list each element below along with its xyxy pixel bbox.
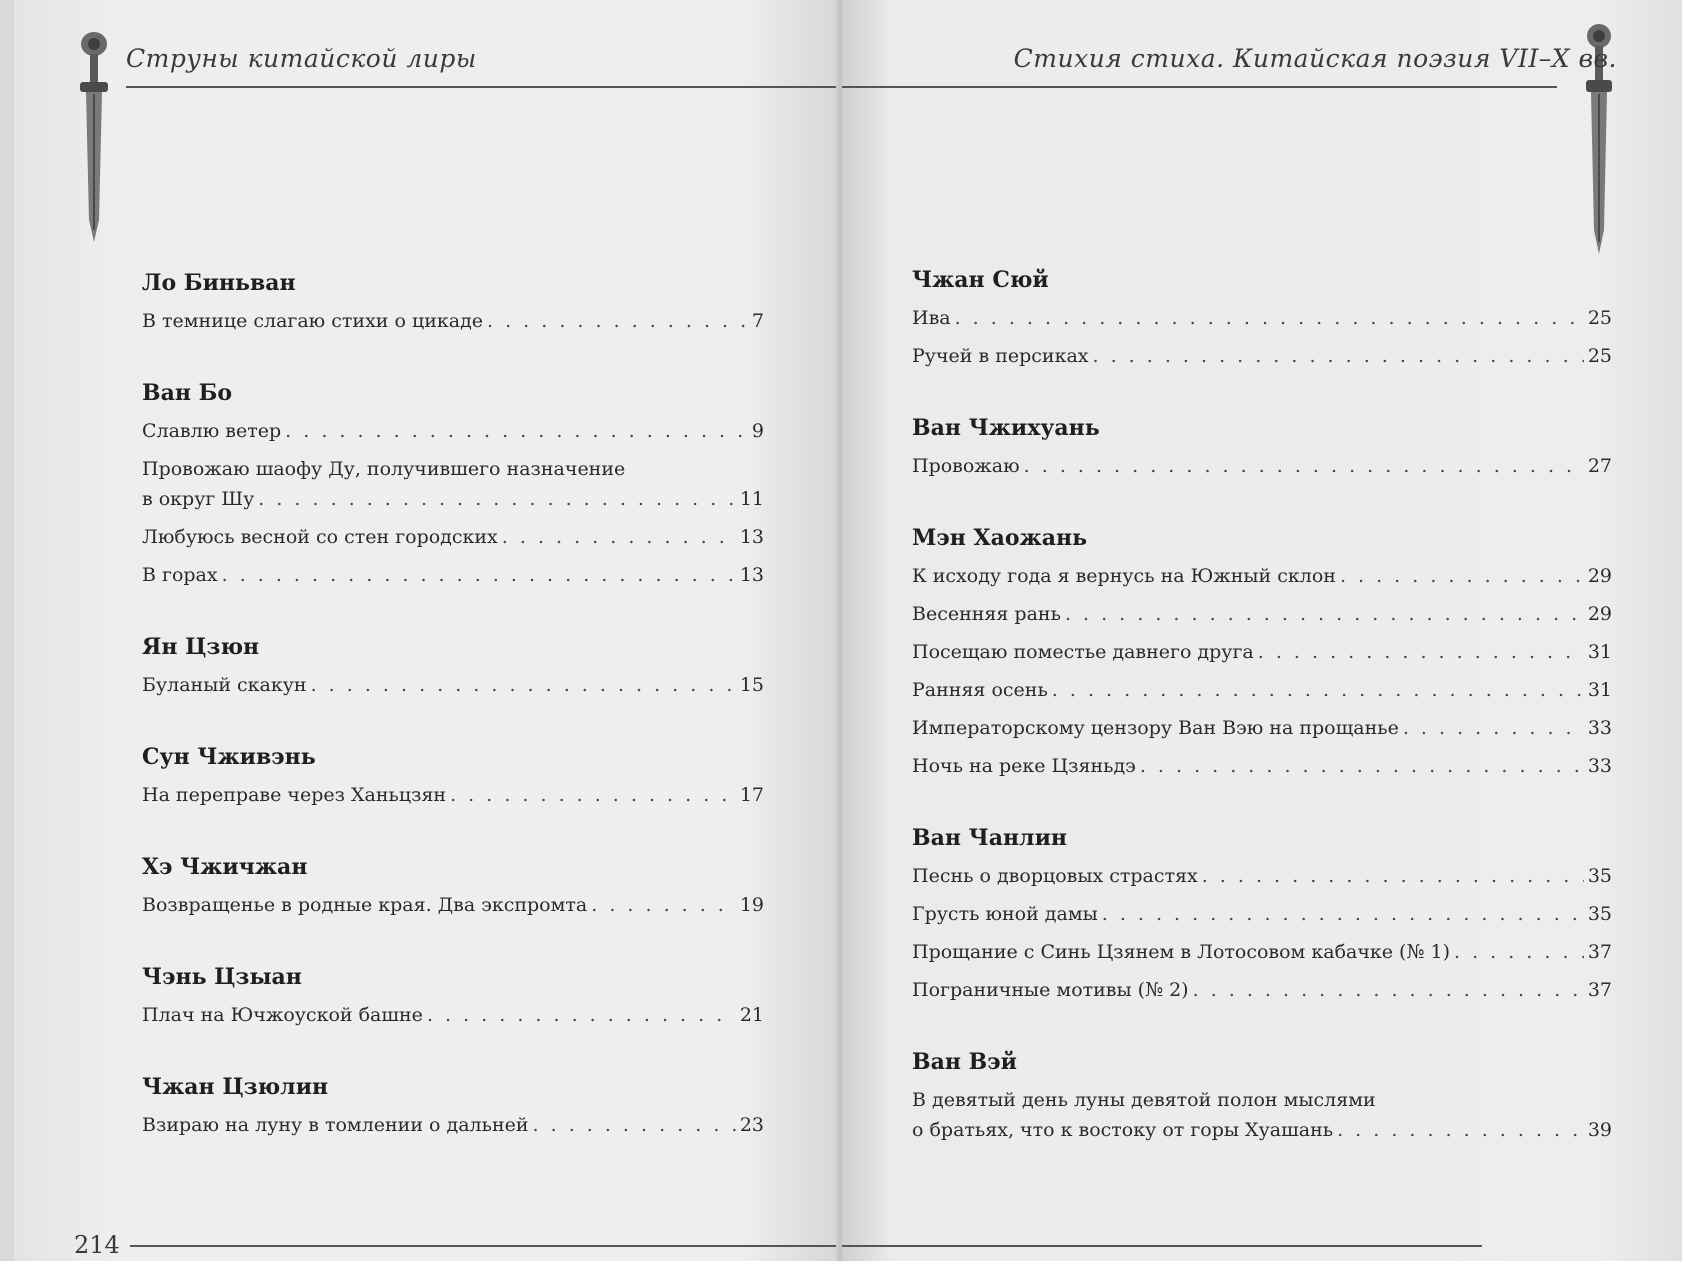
- dot-leader: [1403, 713, 1584, 743]
- entry-page-number: 25: [1587, 345, 1612, 367]
- author-name: Ло Биньван: [142, 270, 296, 296]
- toc-entry[interactable]: [912, 937, 1612, 967]
- toc-entry[interactable]: [142, 1000, 764, 1030]
- entry-title: Ранняя осень: [912, 679, 1048, 701]
- toc-entry[interactable]: [142, 560, 764, 590]
- toc-entry[interactable]: [912, 975, 1612, 1005]
- entry-page-number: 7: [751, 310, 764, 332]
- dot-leader: [1065, 599, 1584, 629]
- entry-title: Провожаю: [912, 455, 1020, 477]
- running-head-right: Стихия стиха. Китайская поэзия VII–X вв.: [1013, 44, 1617, 73]
- toc-section: [912, 523, 1612, 781]
- dot-leader: [955, 303, 1584, 333]
- author-name: Чжан Цзюлин: [142, 1074, 329, 1100]
- sword-ornament-icon: [72, 30, 116, 245]
- toc-entry[interactable]: [912, 599, 1612, 629]
- dot-leader: [1454, 937, 1584, 967]
- entry-page-number: 29: [1587, 603, 1612, 625]
- toc-section: [142, 268, 764, 336]
- dot-leader: [1258, 637, 1584, 667]
- entry-page-number: 13: [739, 564, 764, 586]
- toc-entry[interactable]: [142, 522, 764, 552]
- entry-title: К исходу года я вернусь на Южный склон: [912, 565, 1336, 587]
- entry-title: Плач на Ючжоуской башне: [142, 1004, 423, 1026]
- entry-page-number: 19: [739, 894, 764, 916]
- entry-page-number: 31: [1587, 641, 1612, 663]
- table-of-contents-right: [912, 265, 1612, 1187]
- author-name: Хэ Чжичжан: [142, 854, 308, 880]
- entry-page-number: 15: [739, 674, 764, 696]
- entry-page-number: 29: [1587, 565, 1612, 587]
- toc-section: [912, 413, 1612, 481]
- toc-entry[interactable]: [912, 451, 1612, 481]
- toc-section: [912, 1047, 1612, 1145]
- toc-entry[interactable]: [912, 303, 1612, 333]
- toc-section: [142, 962, 764, 1030]
- toc-entry[interactable]: [912, 1085, 1612, 1145]
- entry-title: Ива: [912, 307, 951, 329]
- dot-leader: [591, 890, 736, 920]
- dot-leader: [1193, 975, 1584, 1005]
- author-name: Ван Вэй: [912, 1049, 1017, 1075]
- toc-entry[interactable]: [912, 675, 1612, 705]
- dot-leader: [1337, 1115, 1584, 1145]
- toc-section: [912, 265, 1612, 371]
- entry-page-number: 35: [1587, 903, 1612, 925]
- toc-entry[interactable]: [912, 637, 1612, 667]
- dot-leader: [258, 484, 736, 514]
- author-name: Ван Чжихуань: [912, 415, 1100, 441]
- toc-entry[interactable]: [912, 861, 1612, 891]
- toc-section: [912, 823, 1612, 1005]
- running-head-left: Струны китайской лиры: [126, 44, 477, 73]
- entry-title: Ручей в персиках: [912, 345, 1089, 367]
- entry-title: Императорскому цензору Ван Вэю на прощанье: [912, 717, 1399, 739]
- page-number-left: 214: [74, 1231, 120, 1259]
- toc-entry[interactable]: [142, 780, 764, 810]
- entry-page-number: 17: [739, 784, 764, 806]
- right-page: [842, 0, 1682, 1261]
- footer-rule: [842, 1245, 1482, 1247]
- dot-leader: [1052, 675, 1584, 705]
- left-page: [14, 0, 842, 1261]
- toc-entry[interactable]: [142, 890, 764, 920]
- entry-page-number: 25: [1587, 307, 1612, 329]
- entry-title-line1: В девятый день луны девятой полон мыслями: [912, 1089, 1376, 1111]
- toc-entry[interactable]: [912, 341, 1612, 371]
- entry-title: На переправе через Ханьцзян: [142, 784, 447, 806]
- dot-leader: [533, 1110, 736, 1140]
- header-rule: [126, 86, 842, 88]
- footer-rule: [130, 1245, 842, 1247]
- author-name: Чэнь Цзыан: [142, 964, 302, 990]
- entry-page-number: 11: [739, 488, 764, 510]
- toc-section: [142, 378, 764, 590]
- entry-title: Посещаю поместье давнего друга: [912, 641, 1254, 663]
- author-name: Сун Чживэнь: [142, 744, 316, 770]
- entry-page-number: 13: [739, 526, 764, 548]
- table-of-contents-left: [142, 268, 764, 1182]
- entry-title: Взираю на луну в томлении о дальней: [142, 1114, 529, 1136]
- toc-section: [142, 852, 764, 920]
- dot-leader: [1024, 451, 1584, 481]
- entry-title: в округ Шу: [142, 488, 255, 510]
- toc-section: [142, 1072, 764, 1140]
- dot-leader: [1202, 861, 1584, 891]
- dot-leader: [1340, 561, 1584, 591]
- entry-page-number: 37: [1587, 979, 1612, 1001]
- dot-leader: [311, 670, 736, 700]
- entry-title: Славлю ветер: [142, 420, 282, 442]
- dot-leader: [487, 306, 748, 336]
- toc-entry[interactable]: [142, 306, 764, 336]
- toc-entry[interactable]: [142, 1110, 764, 1140]
- author-name: Ван Чанлин: [912, 825, 1067, 851]
- toc-entry[interactable]: [142, 670, 764, 700]
- toc-entry[interactable]: [912, 751, 1612, 781]
- entry-page-number: 39: [1587, 1119, 1612, 1141]
- entry-page-number: 23: [739, 1114, 764, 1136]
- dot-leader: [1140, 751, 1584, 781]
- entry-title: В горах: [142, 564, 218, 586]
- dot-leader: [1102, 899, 1584, 929]
- author-name: Ян Цзюн: [142, 634, 260, 660]
- dot-leader: [427, 1000, 736, 1030]
- entry-page-number: 33: [1587, 755, 1612, 777]
- toc-section: [142, 632, 764, 700]
- dot-leader: [222, 560, 736, 590]
- toc-entry[interactable]: [912, 713, 1612, 743]
- entry-page-number: 37: [1587, 941, 1612, 963]
- entry-title: Любуюсь весной со стен городских: [142, 526, 498, 548]
- entry-page-number: 33: [1587, 717, 1612, 739]
- entry-title-line1: Провожаю шаофу Ду, получившего назначение: [142, 458, 626, 480]
- entry-title: Грусть юной дамы: [912, 903, 1098, 925]
- toc-entry[interactable]: [142, 416, 764, 446]
- entry-title: о братьях, что к востоку от горы Хуашань: [912, 1119, 1334, 1141]
- entry-title: Буланый скакун: [142, 674, 307, 696]
- dot-leader: [502, 522, 736, 552]
- dot-leader: [450, 780, 736, 810]
- entry-title: Пограничные мотивы (№ 2): [912, 979, 1189, 1001]
- dot-leader: [285, 416, 748, 446]
- entry-title: Возвращенье в родные края. Два экспромта: [142, 894, 588, 916]
- entry-page-number: 9: [751, 420, 764, 442]
- entry-page-number: 27: [1587, 455, 1612, 477]
- entry-page-number: 31: [1587, 679, 1612, 701]
- toc-entry[interactable]: [912, 899, 1612, 929]
- entry-title: Ночь на реке Цзяньдэ: [912, 755, 1136, 777]
- author-name: Ван Бо: [142, 380, 233, 406]
- entry-page-number: 21: [739, 1004, 764, 1026]
- toc-section: [142, 742, 764, 810]
- dot-leader: [1093, 341, 1584, 371]
- entry-title: В темнице слагаю стихи о цикаде: [142, 310, 484, 332]
- toc-entry[interactable]: [912, 561, 1612, 591]
- entry-title: Прощание с Синь Цзянем в Лотосовом кабачке (№ 1): [912, 941, 1450, 963]
- entry-page-number: 35: [1587, 865, 1612, 887]
- author-name: Чжан Сюй: [912, 267, 1049, 293]
- entry-title: Песнь о дворцовых страстях: [912, 865, 1198, 887]
- toc-entry[interactable]: [142, 454, 764, 514]
- header-rule: [842, 86, 1557, 88]
- entry-title: Весенняя рань: [912, 603, 1061, 625]
- author-name: Мэн Хаожань: [912, 525, 1088, 551]
